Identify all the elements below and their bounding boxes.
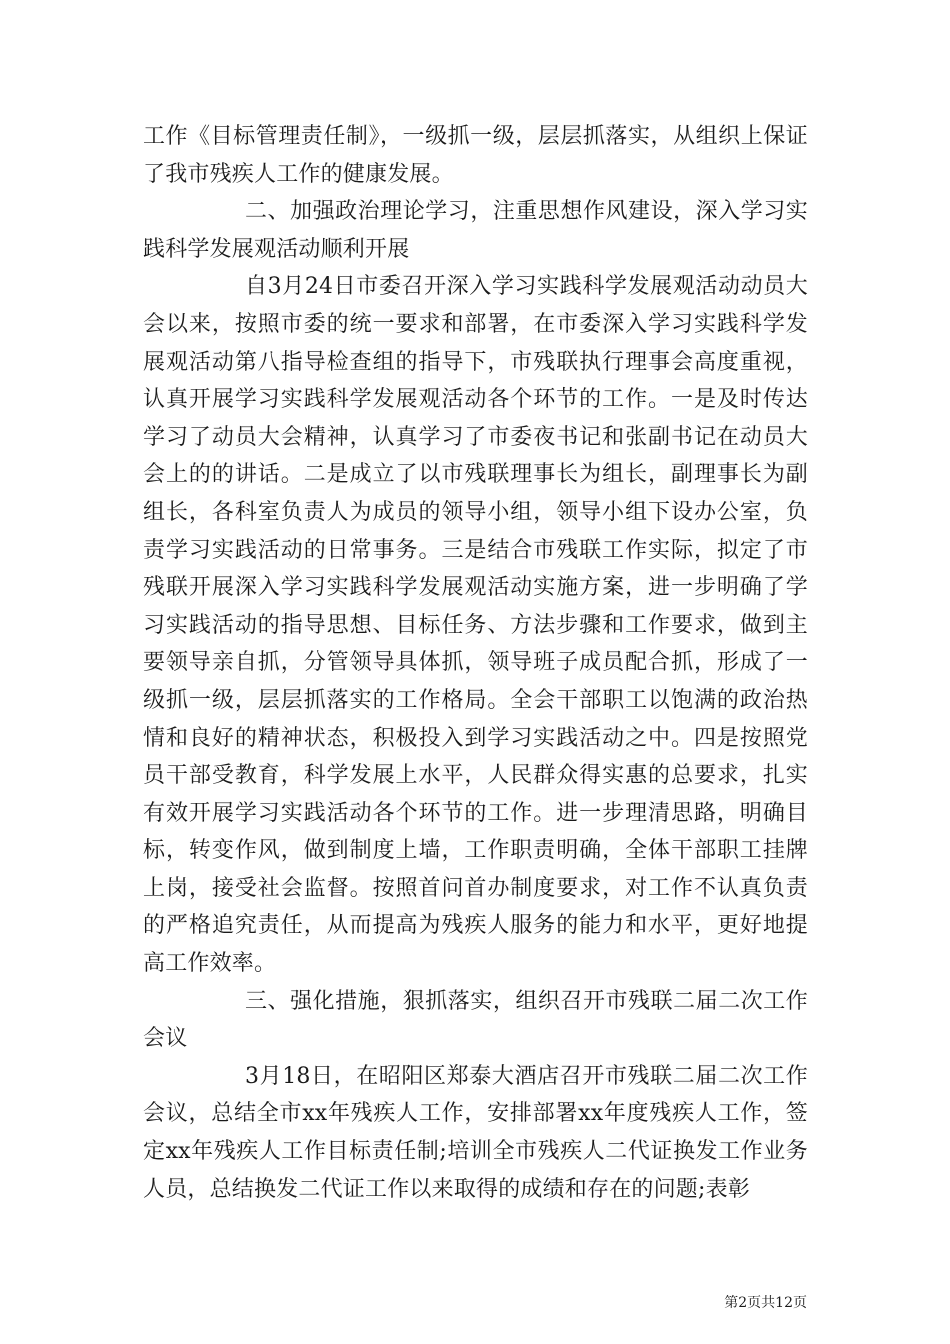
page-number-footer: 第2页共12页 [724, 1295, 807, 1311]
paragraph-body: 自3月24日市委召开深入学习实践科学发展观活动动员大会以来，按照市委的统一要求和部署，在市委深入学习实践科学发展观活动第八指导检查组的指导下，市残联执行理事会高度重视，认真开展学习实践科学发展观活动各个环节的工作。一是及时传达学习了动员大会精神，认真学习了市委夜书记和张副书记在动员大会上的的讲话。二是成立了以市残联理事长为组长，副理事长为副组长，各科室负责人为成员的领导小组，领导小组下设办公室，负责学习实践活动的日常事务。三是结合市残联工作实际，拟定了市残联开展深入学习实践科学发展观活动实施方案，进一步明确了学习实践活动的指导思想、目标任务、方法步骤和工作要求，做到主要领导亲自抓，分管领导具体抓，领导班子成员配合抓，形成了一级抓一级，层层抓落实的工作格局。全会干部职工以饱满的政治热情和良好的精神状态，积极投入到学习实践活动之中。四是按照党员干部受教育，科学发展上水平，人民群众得实惠的总要求，扎实有效开展学习实践活动各个环节的工作。进一步理清思路，明确目标，转变作风，做到制度上墙，工作职责明确，全体干部职工挂牌上岗，接受社会监督。按照首问首办制度要求，对工作不认真负责的严格追究责任，从而提高为残疾人服务的能力和水平，更好地提高工作效率。 [143, 274, 808, 977]
section-heading-3: 三、强化措施，狠抓落实，组织召开市残联二届二次工作会议 [143, 988, 808, 1052]
document-body [143, 118, 808, 1208]
paragraph-continuation: 工作《目标管理责任制》，一级抓一级，层层抓落实，从组织上保证了我市残疾人工作的健康发展。 [143, 124, 808, 187]
paragraph-body: 3月18日，在昭阳区郑泰大酒店召开市残联二届二次工作会议，总结全市xx年残疾人工作，安排部署xx年度残疾人工作，签定xx年残疾人工作目标责任制;培训全市残疾人二代证换发工作业务人员，总结换发二代证工作以来取得的成绩和存在的问题;表彰 [143, 1063, 808, 1202]
section-heading-2: 二、加强政治理论学习，注重思想作风建设，深入学习实践科学发展观活动顺利开展 [143, 199, 808, 262]
